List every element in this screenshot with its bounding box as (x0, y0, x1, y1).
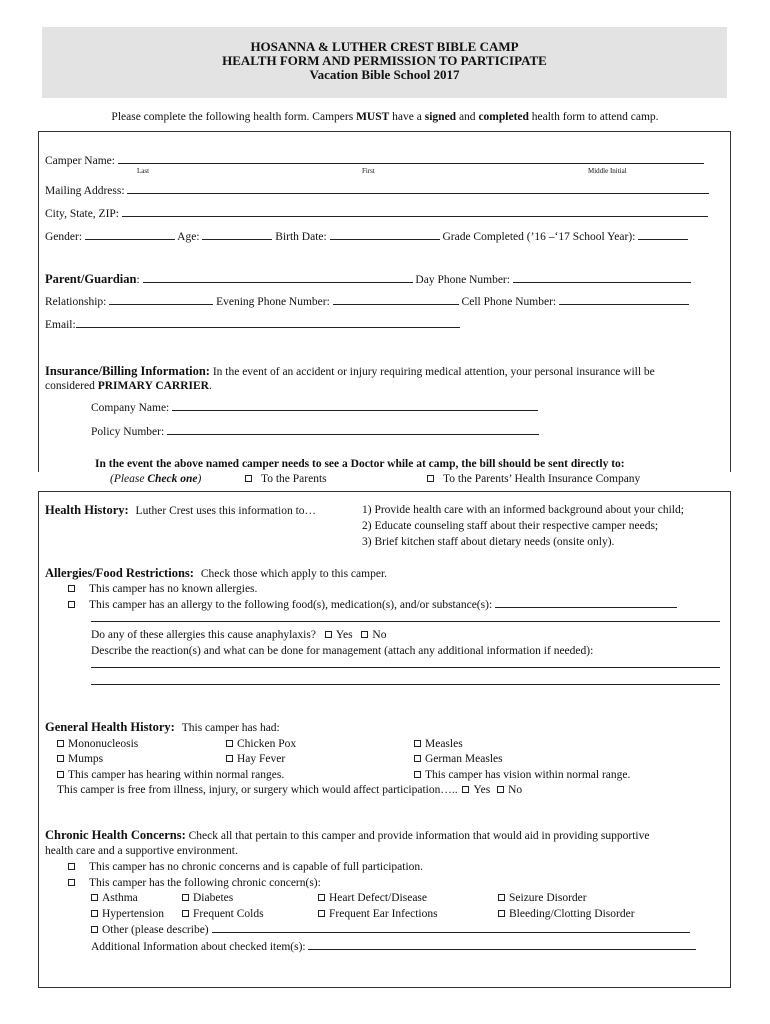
form-header (42, 27, 727, 98)
policy-row (91, 425, 539, 439)
anaphylaxis-question: Do any of these allergies this cause anaphylaxis? (91, 629, 316, 641)
checkbox[interactable] (318, 894, 325, 901)
email-field[interactable] (76, 318, 460, 328)
reaction-line-2 (91, 675, 720, 689)
gender-row (45, 230, 688, 244)
checkbox[interactable] (68, 863, 75, 870)
chronic-asthma[interactable]: Asthma (91, 891, 138, 905)
reaction-line-1 (91, 658, 720, 672)
city-row (45, 207, 708, 221)
mailing-field[interactable] (127, 184, 709, 194)
cell-phone-label: Cell Phone Number: (461, 296, 557, 308)
grade-label: Grade Completed (’16 –‘17 School Year): (442, 231, 636, 243)
checkbox[interactable] (226, 740, 233, 747)
checkbox[interactable] (226, 755, 233, 762)
email-row (45, 318, 460, 332)
chronic-ear[interactable]: Frequent Ear Infections (318, 907, 438, 921)
cond-hay-fever[interactable]: Hay Fever (226, 752, 285, 766)
relationship-label: Relationship: (45, 296, 107, 308)
checkbox[interactable] (91, 926, 98, 933)
checkbox[interactable] (57, 740, 64, 747)
cond-german-measles[interactable]: German Measles (414, 752, 503, 766)
grade-field[interactable] (638, 230, 688, 240)
intro-text: Please complete the following health form. Campers MUST have a signed and completed health form to attend camp. (111, 111, 659, 123)
cond-hearing[interactable]: This camper has hearing within normal ranges. (57, 768, 284, 782)
checkbox[interactable] (91, 894, 98, 901)
camper-name-field[interactable] (118, 154, 704, 164)
guardian-row: Parent/Guardian: Day Phone Number: (45, 272, 691, 287)
chronic-bleeding[interactable]: Bleeding/Clotting Disorder (498, 907, 635, 921)
checkbox[interactable] (68, 585, 75, 592)
chronic-frequent-colds[interactable]: Frequent Colds (182, 907, 264, 921)
allergy-list-field-2[interactable] (91, 612, 720, 622)
free-from-yes-checkbox[interactable] (462, 786, 469, 793)
policy-label: Policy Number: (91, 426, 165, 438)
allergies-heading: Allergies/Food Restrictions: (45, 566, 194, 580)
company-label: Company Name: (91, 402, 170, 414)
gender-label: Gender: (45, 231, 83, 243)
chronic-seizure[interactable]: Seizure Disorder (498, 891, 587, 905)
company-field[interactable] (172, 401, 538, 411)
general-history-row: General Health History: This camper has had: (45, 720, 280, 734)
mailing-label: Mailing Address: (45, 185, 125, 197)
option-parents[interactable]: To the Parents (245, 472, 327, 486)
checkbox[interactable] (57, 771, 64, 778)
insurance-heading: Insurance/Billing Information: (45, 364, 210, 378)
allergy-has-option[interactable]: This camper has an allergy to the following food(s), medication(s), and/or substance(s): (68, 598, 677, 612)
birth-date-field[interactable] (330, 230, 440, 240)
checkbox[interactable] (91, 910, 98, 917)
health-history-row: Health History: Luther Crest uses this information to… (45, 503, 317, 517)
chronic-heart[interactable]: Heart Defect/Disease (318, 891, 427, 905)
insurance-row-1: Insurance/Billing Information: In the event of an accident or injury requiring medical attention, your personal insurance will be (45, 364, 655, 378)
checkbox[interactable] (427, 475, 434, 482)
checkbox[interactable] (414, 740, 421, 747)
cond-mumps[interactable]: Mumps (57, 752, 103, 766)
age-field[interactable] (202, 230, 272, 240)
checkbox[interactable] (182, 894, 189, 901)
checkbox[interactable] (414, 755, 421, 762)
relationship-field[interactable] (109, 295, 213, 305)
free-from-text: This camper is free from illness, injury, or surgery which would affect participation….. (57, 784, 458, 796)
chronic-heading: Chronic Health Concerns: (45, 828, 186, 842)
allergy-none-option[interactable]: This camper has no known allergies. (68, 582, 257, 596)
insurance-row-2: considered PRIMARY CARRIER. (45, 380, 212, 392)
additional-info-field[interactable] (308, 940, 696, 950)
checkbox[interactable] (414, 771, 421, 778)
free-from-row: This camper is free from illness, injury, or surgery which would affect participation….. Yes No (57, 784, 523, 796)
health-history-heading: Health History: (45, 503, 129, 517)
checkbox[interactable] (68, 601, 75, 608)
checkbox[interactable] (318, 910, 325, 917)
sub-label-middle: Middle Initial (588, 167, 627, 175)
day-phone-label: Day Phone Number: (415, 274, 510, 286)
checkbox[interactable] (68, 879, 75, 886)
camp-title: HOSANNA & LUTHER CREST BIBLE CAMP (250, 39, 519, 54)
guardian-label: Parent/Guardian (45, 272, 137, 286)
reaction-field-2[interactable] (91, 675, 720, 685)
allergies-row: Allergies/Food Restrictions: Check those which apply to this camper. (45, 566, 388, 580)
anaphylaxis-yes-checkbox[interactable] (325, 631, 332, 638)
relationship-row (45, 295, 689, 309)
city-field[interactable] (122, 207, 708, 217)
evening-phone-field[interactable] (333, 295, 459, 305)
company-row (91, 401, 538, 415)
allergy-list-field[interactable] (495, 598, 677, 608)
chronic-other-row: Other (please describe) (91, 923, 690, 937)
cond-mono[interactable]: Mononucleosis (57, 737, 138, 751)
sub-label-last: Last (137, 167, 150, 175)
anaphylaxis-no-checkbox[interactable] (361, 631, 368, 638)
email-label: Email: (45, 319, 76, 331)
cond-chicken-pox[interactable]: Chicken Pox (226, 737, 296, 751)
option-insurance[interactable]: To the Parents’ Health Insurance Company (427, 472, 640, 486)
chronic-none-option[interactable]: This camper has no chronic concerns and is capable of full participation. (68, 860, 423, 874)
program-title: Vacation Bible School 2017 (309, 67, 460, 82)
guardian-field[interactable] (143, 273, 413, 283)
health-purpose-1: 1) Provide health care with an informed background about your child; (362, 504, 684, 516)
cell-phone-field[interactable] (559, 295, 689, 305)
checkbox[interactable] (245, 475, 252, 482)
general-history-heading: General Health History: (45, 720, 175, 734)
policy-field[interactable] (167, 425, 539, 435)
chronic-hypertension[interactable]: Hypertension (91, 907, 164, 921)
allergy-list-line-2 (91, 612, 720, 626)
chronic-row-2: health care and a supportive environment. (45, 845, 238, 857)
doctor-billing-note: In the event the above named camper needs to see a Doctor while at camp, the bill should be sent directly to: (95, 458, 625, 470)
age-label: Age: (177, 231, 200, 243)
chronic-diabetes[interactable]: Diabetes (182, 891, 233, 905)
chronic-other-field[interactable] (212, 923, 690, 933)
mailing-row (45, 184, 709, 198)
cond-measles[interactable]: Measles (414, 737, 463, 751)
evening-phone-label: Evening Phone Number: (216, 296, 330, 308)
gender-field[interactable] (85, 230, 175, 240)
chronic-row-1: Chronic Health Concerns: Check all that pertain to this camper and provide information that would aid in providing supportive (45, 828, 650, 842)
city-label: City, State, ZIP: (45, 208, 120, 220)
form-title: HEALTH FORM AND PERMISSION TO PARTICIPATE (222, 53, 547, 68)
camper-name-row (45, 154, 704, 168)
day-phone-field[interactable] (513, 273, 691, 283)
camper-name-label: Camper Name: (45, 155, 115, 167)
checkbox[interactable] (57, 755, 64, 762)
please-check-one: (Please Check one) (110, 473, 202, 485)
free-from-no-checkbox[interactable] (497, 786, 504, 793)
checkbox[interactable] (498, 910, 505, 917)
health-purpose-3: 3) Brief kitchen staff about dietary needs (onsite only). (362, 536, 615, 548)
birth-date-label: Birth Date: (275, 231, 327, 243)
chronic-has-option[interactable]: This camper has the following chronic concern(s): (68, 876, 321, 890)
sub-label-first: First (362, 167, 375, 175)
additional-info-row (91, 940, 696, 954)
checkbox[interactable] (182, 910, 189, 917)
anaphylaxis-row: Do any of these allergies this cause anaphylaxis? Yes No (91, 629, 387, 641)
reaction-field-1[interactable] (91, 658, 720, 668)
cond-vision[interactable]: This camper has vision within normal range. (414, 768, 630, 782)
checkbox[interactable] (498, 894, 505, 901)
additional-info-label: Additional Information about checked item(s): (91, 941, 306, 953)
describe-reaction: Describe the reaction(s) and what can be done for management (attach any additional information if needed): (91, 645, 594, 657)
health-purpose-2: 2) Educate counseling staff about their respective camper needs; (362, 520, 659, 532)
